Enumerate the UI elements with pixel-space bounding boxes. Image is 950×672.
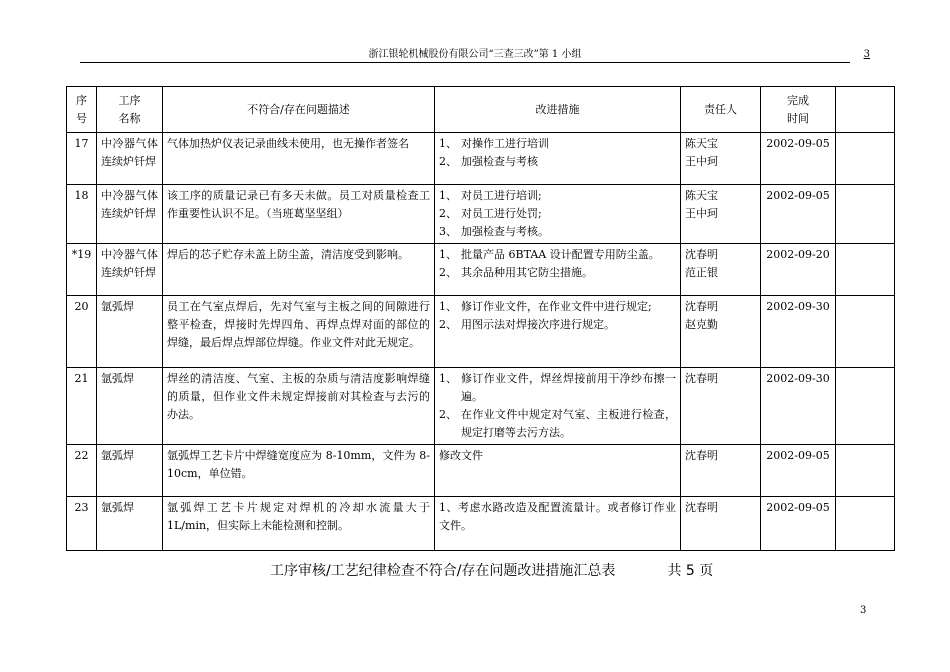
measure-number: 2、 (439, 207, 457, 220)
cell-issue: 气体加热炉仪表记录曲线未使用，也无操作者签名 (163, 133, 435, 185)
cell-measures (435, 296, 681, 368)
footer-title (270, 561, 713, 581)
cell-owner (681, 185, 761, 244)
measure-text: 对操作工进行培训 (461, 137, 549, 150)
company-title: 浙江银轮机械股份有限公司“三查三改”第 1 小组 (368, 49, 582, 60)
cell-issue: 焊后的芯子贮存未盖上防尘盖，清洁度受到影响。 (163, 244, 435, 296)
measure-list (439, 447, 676, 465)
measure-list (439, 370, 676, 442)
measure-item (439, 406, 676, 442)
cell-seq: 18 (67, 185, 97, 244)
cell-process: 中冷器气体连续炉钎焊 (97, 244, 163, 296)
measure-item (439, 205, 676, 223)
measure-text: 其余品种用其它防尘措施。 (461, 266, 593, 279)
cell-process: 氩弧焊 (97, 296, 163, 368)
total-pages: 共 5 页 (667, 563, 714, 579)
table-row (67, 133, 895, 185)
measure-item (439, 316, 676, 334)
col-seq-header: 序 号 (67, 87, 97, 133)
col-process-header: 工序 名称 (97, 87, 163, 133)
owner-name: 沈春明 (685, 501, 718, 514)
measure-item (439, 499, 676, 535)
measure-text: 对员工进行培训; (461, 189, 542, 202)
cell-seq: *19 (67, 244, 97, 296)
table-header-row (67, 87, 895, 133)
owner-name: 沈春明 (685, 248, 718, 261)
cell-measures (435, 133, 681, 185)
measure-item (439, 447, 676, 465)
cell-owner (681, 296, 761, 368)
table-row (67, 445, 895, 497)
owner-name: 沈春明 (685, 300, 718, 313)
measure-text: 修订作业文件，焊丝焊接前用干净纱布擦一遍。 (461, 372, 676, 403)
table-row (67, 185, 895, 244)
owner-name: 陈天宝 (685, 189, 718, 202)
cell-extra (836, 133, 895, 185)
col-issue-header: 不符合/存在问题描述 (163, 87, 435, 133)
cell-date: 2002-09-30 (761, 368, 836, 445)
measure-number: 1、 (439, 300, 457, 313)
owner-name: 王中珂 (685, 207, 718, 220)
cell-owner (681, 244, 761, 296)
measure-text: 加强检查与考核。 (461, 225, 549, 238)
page-header (80, 48, 870, 62)
cell-date: 2002-09-05 (761, 445, 836, 497)
header-page-number: 3 (863, 49, 870, 60)
cell-extra (836, 296, 895, 368)
table-row (67, 296, 895, 368)
cell-process: 中冷器气体连续炉钎焊 (97, 185, 163, 244)
owner-name: 王中珂 (685, 155, 718, 168)
table-row (67, 244, 895, 296)
measure-number: 1、 (439, 137, 457, 150)
cell-date: 2002-09-30 (761, 296, 836, 368)
measure-item (439, 298, 676, 316)
summary-table-title: 工序审核/工艺纪律检查不符合/存在问题改进措施汇总表 (270, 563, 616, 579)
cell-owner (681, 133, 761, 185)
measure-item (439, 370, 676, 406)
cell-process: 氩弧焊 (97, 445, 163, 497)
measure-text: 在作业文件中规定对气室、主板进行检查，规定打磨等去污方法。 (461, 408, 676, 439)
measure-text: 批量产品 6BTAA 设计配置专用防尘盖。 (461, 248, 660, 261)
cell-seq: 21 (67, 368, 97, 445)
col-date-header: 完成 时间 (761, 87, 836, 133)
cell-date: 2002-09-05 (761, 497, 836, 551)
cell-extra (836, 244, 895, 296)
owner-name: 范正银 (685, 266, 718, 279)
measure-list (439, 499, 676, 535)
measure-text: 用图示法对焊接次序进行规定。 (461, 318, 615, 331)
cell-extra (836, 497, 895, 551)
cell-measures (435, 244, 681, 296)
measure-number: 1、 (439, 372, 457, 385)
cell-issue: 焊丝的清洁度、气室、主板的杂质与清洁度影响焊缝的质量，但作业文件未规定焊接前对其检查与去污的办法。 (163, 368, 435, 445)
cell-owner (681, 445, 761, 497)
measure-text: 修改文件 (439, 449, 483, 462)
table-row (67, 497, 895, 551)
measure-number: 2、 (439, 155, 457, 168)
measure-number: 2、 (439, 318, 457, 331)
measure-text: 加强检查与考核 (461, 155, 538, 168)
cell-extra (836, 368, 895, 445)
cell-seq: 22 (67, 445, 97, 497)
cell-issue: 该工序的质量记录已有多天未做。员工对质量检查工作重要性认识不足。（当班葛坚坚组） (163, 185, 435, 244)
measure-number: 3、 (439, 225, 457, 238)
measure-list (439, 246, 676, 282)
cell-date: 2002-09-05 (761, 133, 836, 185)
improvement-table (66, 86, 895, 551)
cell-issue: 氩弧焊工艺卡片中焊缝宽度应为 8-10mm，文件为 8-10cm，单位错。 (163, 445, 435, 497)
owner-name: 沈春明 (685, 372, 718, 385)
cell-measures (435, 368, 681, 445)
cell-owner (681, 368, 761, 445)
owner-name: 陈天宝 (685, 137, 718, 150)
measure-number: 2、 (439, 266, 457, 279)
header-rule (80, 62, 850, 63)
col-measure-header: 改进措施 (435, 87, 681, 133)
measure-list (439, 135, 676, 171)
cell-process: 中冷器气体连续炉钎焊 (97, 133, 163, 185)
cell-issue: 氩弧焊工艺卡片规定对焊机的冷却水流量大于 1L/min，但实际上未能检测和控制。 (163, 497, 435, 551)
measure-list (439, 187, 676, 241)
measure-text: 对员工进行处罚; (461, 207, 542, 220)
measure-item (439, 135, 676, 153)
cell-process: 氩弧焊 (97, 368, 163, 445)
cell-date: 2002-09-20 (761, 244, 836, 296)
measure-item (439, 153, 676, 171)
owner-name: 沈春明 (685, 449, 718, 462)
table-row (67, 368, 895, 445)
page-number: 3 (860, 605, 867, 616)
cell-seq: 20 (67, 296, 97, 368)
cell-date: 2002-09-05 (761, 185, 836, 244)
owner-name: 赵克勤 (685, 318, 718, 331)
measure-number: 1、 (439, 189, 457, 202)
cell-extra (836, 445, 895, 497)
measure-number: 1、 (439, 248, 457, 261)
cell-measures (435, 497, 681, 551)
col-extra-header (836, 87, 895, 133)
measure-item (439, 223, 676, 241)
measure-number: 2、 (439, 408, 457, 421)
measure-item (439, 246, 676, 264)
cell-owner (681, 497, 761, 551)
cell-measures (435, 185, 681, 244)
cell-measures (435, 445, 681, 497)
col-owner-header: 责任人 (681, 87, 761, 133)
cell-process: 氩弧焊 (97, 497, 163, 551)
measure-list (439, 298, 676, 334)
measure-text: 修订作业文件，在作业文件中进行规定; (461, 300, 652, 313)
cell-seq: 23 (67, 497, 97, 551)
cell-issue: 员工在气室点焊后，先对气室与主板之间的间隙进行整平检查，焊接时先焊四角、再焊点焊对面的部位的焊缝，最后焊点焊部位焊缝。作业文件对此无规定。 (163, 296, 435, 368)
cell-seq: 17 (67, 133, 97, 185)
measure-item (439, 264, 676, 282)
cell-extra (836, 185, 895, 244)
measure-text: 1、考虑水路改造及配置流量计。或者修订作业文件。 (439, 501, 676, 532)
measure-item (439, 187, 676, 205)
